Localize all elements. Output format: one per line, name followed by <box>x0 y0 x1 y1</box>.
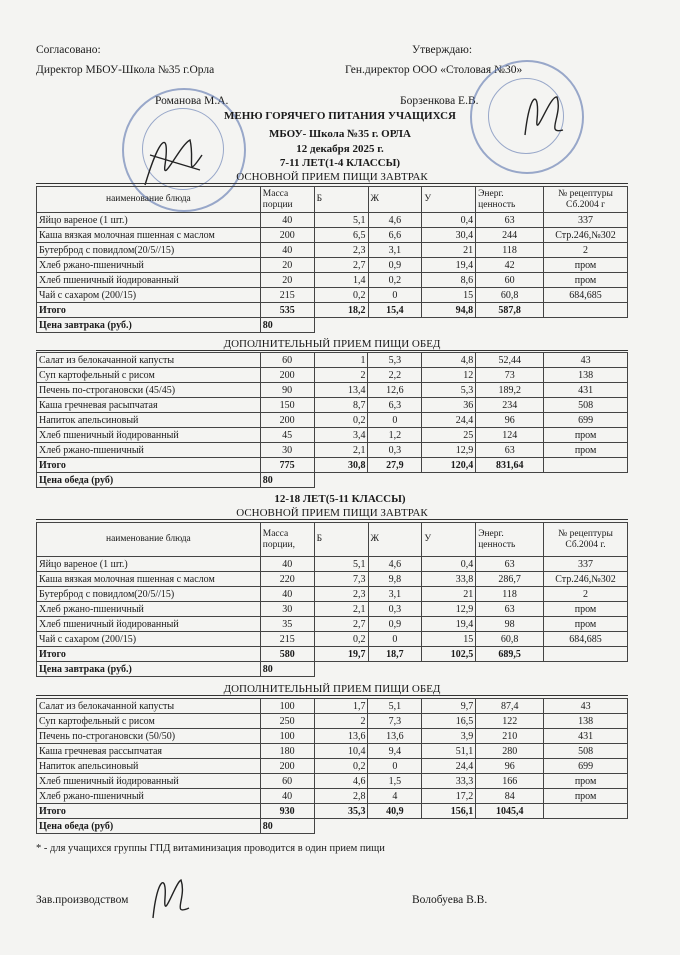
total-recipe-cell <box>544 458 628 473</box>
col-u: У <box>422 187 476 213</box>
price-row <box>37 473 628 488</box>
protein-cell: 0,2 <box>314 632 368 647</box>
energy-cell: 96 <box>476 759 544 774</box>
total-carbs-cell: 120,4 <box>422 458 476 473</box>
dish-name-cell: Хлеб пшеничный йодированный <box>37 273 261 288</box>
price-row-empty <box>314 819 627 834</box>
energy-cell: 118 <box>476 243 544 258</box>
carbs-cell: 15 <box>422 632 476 647</box>
protein-cell: 2 <box>314 714 368 729</box>
fat-cell: 4 <box>368 789 422 804</box>
total-dish-name-cell: Итого <box>37 804 261 819</box>
signature-footer <box>145 868 195 928</box>
total-dish-name-cell: Итого <box>37 647 261 662</box>
fat-cell: 5,3 <box>368 353 422 368</box>
total-mass-cell: 775 <box>260 458 314 473</box>
protein-cell: 2,8 <box>314 789 368 804</box>
carbs-cell: 33,8 <box>422 572 476 587</box>
table-row <box>37 288 628 303</box>
total-mass-cell: 580 <box>260 647 314 662</box>
energy-cell: 286,7 <box>476 572 544 587</box>
protein-cell: 2,7 <box>314 258 368 273</box>
protein-cell: 1,7 <box>314 699 368 714</box>
recipe-cell: 684,685 <box>544 632 628 647</box>
carbs-cell: 51,1 <box>422 744 476 759</box>
carbs-cell: 16,5 <box>422 714 476 729</box>
section-breakfast-1: ОСНОВНОЙ ПРИЕМ ПИЩИ ЗАВТРАК <box>36 171 628 184</box>
recipe-cell: 699 <box>544 759 628 774</box>
protein-cell: 2,3 <box>314 587 368 602</box>
table-row <box>37 587 628 602</box>
carbs-cell: 33,3 <box>422 774 476 789</box>
total-row <box>37 458 628 473</box>
energy-cell: 244 <box>476 228 544 243</box>
total-energy-cell: 831,64 <box>476 458 544 473</box>
fat-cell: 6,6 <box>368 228 422 243</box>
protein-cell: 5,1 <box>314 557 368 572</box>
protein-cell: 1 <box>314 353 368 368</box>
carbs-cell: 9,7 <box>422 699 476 714</box>
total-dish-name-cell: Итого <box>37 458 261 473</box>
mass-cell: 40 <box>260 557 314 572</box>
col-recipe: № рецептуры Сб.2004 г. <box>544 523 628 557</box>
fat-cell: 7,3 <box>368 714 422 729</box>
energy-cell: 60,8 <box>476 632 544 647</box>
col-zh: Ж <box>368 187 422 213</box>
dish-name-cell: Хлеб пшеничный йодированный <box>37 774 261 789</box>
price-label: Цена обеда (руб) <box>37 819 261 834</box>
total-recipe-cell <box>544 647 628 662</box>
carbs-cell: 25 <box>422 428 476 443</box>
col-zh: Ж <box>368 523 422 557</box>
energy-cell: 234 <box>476 398 544 413</box>
protein-cell: 0,2 <box>314 413 368 428</box>
recipe-cell: 508 <box>544 398 628 413</box>
recipe-cell: 337 <box>544 213 628 228</box>
footer-name: Волобуева В.В. <box>412 894 488 906</box>
recipe-cell: 508 <box>544 744 628 759</box>
recipe-cell: 43 <box>544 353 628 368</box>
total-recipe-cell <box>544 804 628 819</box>
director-left: Директор МБОУ-Школа №35 г.Орла <box>36 64 215 76</box>
protein-cell: 6,5 <box>314 228 368 243</box>
mass-cell: 200 <box>260 413 314 428</box>
fat-cell: 4,6 <box>368 213 422 228</box>
section-lunch-1: ДОПОЛНИТЕЛЬНЫЙ ПРИЕМ ПИЩИ ОБЕД <box>36 338 628 351</box>
dish-name-cell: Чай с сахаром (200/15) <box>37 632 261 647</box>
energy-cell: 87,4 <box>476 699 544 714</box>
total-fat-cell: 18,7 <box>368 647 422 662</box>
mass-cell: 100 <box>260 729 314 744</box>
dish-name-cell: Салат из белокачанной капусты <box>37 353 261 368</box>
protein-cell: 3,4 <box>314 428 368 443</box>
table-row <box>37 572 628 587</box>
dish-name-cell: Хлеб ржано-пшеничный <box>37 258 261 273</box>
name-left: Романова М.А. <box>155 95 229 107</box>
total-fat-cell: 40,9 <box>368 804 422 819</box>
carbs-cell: 12 <box>422 368 476 383</box>
total-mass-cell: 535 <box>260 303 314 318</box>
breakfast-table-2 <box>36 522 628 677</box>
age-group-2: 12-18 ЛЕТ(5-11 КЛАССЫ) <box>274 493 406 505</box>
price-row-empty <box>314 318 627 333</box>
price-row-empty <box>314 662 627 677</box>
dish-name-cell: Суп картофельный с рисом <box>37 368 261 383</box>
recipe-cell: 699 <box>544 413 628 428</box>
price-row <box>37 819 628 834</box>
total-mass-cell: 930 <box>260 804 314 819</box>
dish-name-cell: Напиток апельсиновый <box>37 759 261 774</box>
total-energy-cell: 587,8 <box>476 303 544 318</box>
price-label: Цена завтрака (руб.) <box>37 318 261 333</box>
mass-cell: 20 <box>260 273 314 288</box>
fat-cell: 5,1 <box>368 699 422 714</box>
dish-name-cell: Бутерброд с повидлом(20/5//15) <box>37 243 261 258</box>
breakfast-table-1 <box>36 186 628 333</box>
mass-cell: 60 <box>260 353 314 368</box>
fat-cell: 3,1 <box>368 243 422 258</box>
mass-cell: 150 <box>260 398 314 413</box>
lunch-table-2 <box>36 698 628 834</box>
price-value: 80 <box>260 318 314 333</box>
recipe-cell: 684,685 <box>544 288 628 303</box>
recipe-cell: пром <box>544 774 628 789</box>
footnote: * - для учащихся группы ГПД витаминизация проводится в один прием пищи <box>36 843 385 854</box>
protein-cell: 2,7 <box>314 617 368 632</box>
protein-cell: 4,6 <box>314 774 368 789</box>
carbs-cell: 12,9 <box>422 602 476 617</box>
director-right: Ген.директор ООО «Столовая №30» <box>345 64 523 76</box>
dish-name-cell: Хлеб пшеничный йодированный <box>37 617 261 632</box>
price-value: 80 <box>260 662 314 677</box>
fat-cell: 1,2 <box>368 428 422 443</box>
energy-cell: 52,44 <box>476 353 544 368</box>
carbs-cell: 19,4 <box>422 617 476 632</box>
price-label: Цена завтрака (руб.) <box>37 662 261 677</box>
protein-cell: 2 <box>314 368 368 383</box>
energy-cell: 280 <box>476 744 544 759</box>
total-protein-cell: 18,2 <box>314 303 368 318</box>
mass-cell: 215 <box>260 288 314 303</box>
price-value: 80 <box>260 473 314 488</box>
total-recipe-cell <box>544 303 628 318</box>
table-row <box>37 602 628 617</box>
mass-cell: 40 <box>260 587 314 602</box>
table-row <box>37 368 628 383</box>
dish-name-cell: Хлеб ржано-пшеничный <box>37 602 261 617</box>
total-energy-cell: 689,5 <box>476 647 544 662</box>
carbs-cell: 30,4 <box>422 228 476 243</box>
mass-cell: 180 <box>260 744 314 759</box>
mass-cell: 220 <box>260 572 314 587</box>
protein-cell: 5,1 <box>314 213 368 228</box>
table-row <box>37 617 628 632</box>
energy-cell: 42 <box>476 258 544 273</box>
energy-cell: 73 <box>476 368 544 383</box>
energy-cell: 96 <box>476 413 544 428</box>
mass-cell: 200 <box>260 759 314 774</box>
carbs-cell: 17,2 <box>422 789 476 804</box>
price-label: Цена обеда (руб) <box>37 473 261 488</box>
dish-name-cell: Чай с сахаром (200/15) <box>37 288 261 303</box>
mass-cell: 20 <box>260 258 314 273</box>
total-carbs-cell: 94,8 <box>422 303 476 318</box>
fat-cell: 13,6 <box>368 729 422 744</box>
table-row <box>37 413 628 428</box>
energy-cell: 63 <box>476 557 544 572</box>
lunch-table-1 <box>36 352 628 488</box>
age-group-1: 7-11 ЛЕТ(1-4 КЛАССЫ) <box>279 157 401 169</box>
dish-name-cell: Яйцо вареное (1 шт.) <box>37 557 261 572</box>
dish-name-cell: Печень по-строгановски (45/45) <box>37 383 261 398</box>
recipe-cell: Стр.246,№302 <box>544 228 628 243</box>
protein-cell: 1,4 <box>314 273 368 288</box>
col-energy: Энерг. ценность <box>476 187 544 213</box>
recipe-cell: 43 <box>544 699 628 714</box>
energy-cell: 118 <box>476 587 544 602</box>
carbs-cell: 24,4 <box>422 759 476 774</box>
recipe-cell: пром <box>544 789 628 804</box>
col-b: Б <box>314 523 368 557</box>
table-row <box>37 744 628 759</box>
fat-cell: 9,8 <box>368 572 422 587</box>
col-b: Б <box>314 187 368 213</box>
dish-name-cell: Каша гречневая расыпчатая <box>37 398 261 413</box>
dish-name-cell: Хлеб ржано-пшеничный <box>37 789 261 804</box>
carbs-cell: 36 <box>422 398 476 413</box>
energy-cell: 63 <box>476 443 544 458</box>
recipe-cell: 138 <box>544 714 628 729</box>
protein-cell: 2,1 <box>314 443 368 458</box>
recipe-cell: 431 <box>544 729 628 744</box>
recipe-cell: 2 <box>544 243 628 258</box>
energy-cell: 210 <box>476 729 544 744</box>
energy-cell: 122 <box>476 714 544 729</box>
carbs-cell: 4,8 <box>422 353 476 368</box>
table-row <box>37 729 628 744</box>
col-recipe: № рецептуры Сб.2004 г <box>544 187 628 213</box>
col-mass: Масса порции <box>260 187 314 213</box>
dish-name-cell: Салат из белокачанной капусты <box>37 699 261 714</box>
mass-cell: 200 <box>260 368 314 383</box>
name-right: Борзенкова Е.В. <box>400 95 479 107</box>
table-row <box>37 228 628 243</box>
fat-cell: 0 <box>368 288 422 303</box>
energy-cell: 84 <box>476 789 544 804</box>
mass-cell: 40 <box>260 213 314 228</box>
protein-cell: 0,2 <box>314 288 368 303</box>
total-fat-cell: 27,9 <box>368 458 422 473</box>
mass-cell: 90 <box>260 383 314 398</box>
dish-name-cell: Хлеб ржано-пшеничный <box>37 443 261 458</box>
table-row <box>37 759 628 774</box>
total-carbs-cell: 102,5 <box>422 647 476 662</box>
fat-cell: 4,6 <box>368 557 422 572</box>
menu-title: МЕНЮ ГОРЯЧЕГО ПИТАНИЯ УЧАЩИХСЯ <box>223 110 457 122</box>
footer-role: Зав.производством <box>36 894 129 906</box>
col-mass: Масса порции, <box>260 523 314 557</box>
total-row <box>37 303 628 318</box>
total-fat-cell: 15,4 <box>368 303 422 318</box>
fat-cell: 0,2 <box>368 273 422 288</box>
dish-name-cell: Бутерброд с повидлом(20/5//15) <box>37 587 261 602</box>
section-lunch-2: ДОПОЛНИТЕЛЬНЫЙ ПРИЕМ ПИЩИ ОБЕД <box>36 683 628 696</box>
fat-cell: 9,4 <box>368 744 422 759</box>
recipe-cell: пром <box>544 428 628 443</box>
mass-cell: 40 <box>260 243 314 258</box>
col-u: У <box>422 523 476 557</box>
carbs-cell: 15 <box>422 288 476 303</box>
approved-label-right: Утверждаю: <box>412 44 473 56</box>
dish-name-cell: Яйцо вареное (1 шт.) <box>37 213 261 228</box>
table-row <box>37 714 628 729</box>
school-title: МБОУ- Школа №35 г. ОРЛА <box>269 128 411 140</box>
total-protein-cell: 30,8 <box>314 458 368 473</box>
mass-cell: 45 <box>260 428 314 443</box>
menu-date: 12 декабря 2025 г. <box>296 143 384 155</box>
total-energy-cell: 1045,4 <box>476 804 544 819</box>
protein-cell: 13,4 <box>314 383 368 398</box>
carbs-cell: 19,4 <box>422 258 476 273</box>
recipe-cell: пром <box>544 258 628 273</box>
recipe-cell: 2 <box>544 587 628 602</box>
mass-cell: 40 <box>260 789 314 804</box>
table-row <box>37 258 628 273</box>
energy-cell: 166 <box>476 774 544 789</box>
mass-cell: 200 <box>260 228 314 243</box>
fat-cell: 3,1 <box>368 587 422 602</box>
carbs-cell: 5,3 <box>422 383 476 398</box>
table-row <box>37 428 628 443</box>
dish-name-cell: Печень по-строгановски (50/50) <box>37 729 261 744</box>
table-row <box>37 774 628 789</box>
table-row <box>37 699 628 714</box>
table-row <box>37 243 628 258</box>
energy-cell: 60 <box>476 273 544 288</box>
col-energy: Энерг. ценность <box>476 523 544 557</box>
mass-cell: 30 <box>260 443 314 458</box>
recipe-cell: Стр.246,№302 <box>544 572 628 587</box>
carbs-cell: 0,4 <box>422 213 476 228</box>
table-row <box>37 398 628 413</box>
recipe-cell: пром <box>544 602 628 617</box>
total-protein-cell: 35,3 <box>314 804 368 819</box>
recipe-cell: 431 <box>544 383 628 398</box>
table-row <box>37 443 628 458</box>
total-protein-cell: 19,7 <box>314 647 368 662</box>
carbs-cell: 21 <box>422 587 476 602</box>
protein-cell: 10,4 <box>314 744 368 759</box>
dish-name-cell: Суп картофельный с рисом <box>37 714 261 729</box>
carbs-cell: 0,4 <box>422 557 476 572</box>
carbs-cell: 21 <box>422 243 476 258</box>
table-row <box>37 353 628 368</box>
protein-cell: 8,7 <box>314 398 368 413</box>
protein-cell: 2,1 <box>314 602 368 617</box>
section-breakfast-2: ОСНОВНОЙ ПРИЕМ ПИЩИ ЗАВТРАК <box>36 507 628 520</box>
recipe-cell: пром <box>544 443 628 458</box>
energy-cell: 189,2 <box>476 383 544 398</box>
price-row-empty <box>314 473 627 488</box>
approved-label-left: Согласовано: <box>36 44 101 56</box>
energy-cell: 98 <box>476 617 544 632</box>
fat-cell: 0 <box>368 632 422 647</box>
mass-cell: 215 <box>260 632 314 647</box>
table-row <box>37 789 628 804</box>
mass-cell: 250 <box>260 714 314 729</box>
protein-cell: 7,3 <box>314 572 368 587</box>
table-row <box>37 213 628 228</box>
price-row <box>37 318 628 333</box>
fat-cell: 6,3 <box>368 398 422 413</box>
col-name: наименование блюда <box>37 187 261 213</box>
fat-cell: 0,9 <box>368 617 422 632</box>
energy-cell: 60,8 <box>476 288 544 303</box>
table-row <box>37 632 628 647</box>
fat-cell: 2,2 <box>368 368 422 383</box>
energy-cell: 63 <box>476 213 544 228</box>
table-row <box>37 383 628 398</box>
recipe-cell: 138 <box>544 368 628 383</box>
fat-cell: 0,3 <box>368 443 422 458</box>
mass-cell: 30 <box>260 602 314 617</box>
dish-name-cell: Каша вязкая молочная пшенная с маслом <box>37 572 261 587</box>
dish-name-cell: Напиток апельсиновый <box>37 413 261 428</box>
protein-cell: 0,2 <box>314 759 368 774</box>
table-row <box>37 557 628 572</box>
total-dish-name-cell: Итого <box>37 303 261 318</box>
dish-name-cell: Каша вязкая молочная пшенная с маслом <box>37 228 261 243</box>
fat-cell: 0,9 <box>368 258 422 273</box>
fat-cell: 0 <box>368 413 422 428</box>
energy-cell: 63 <box>476 602 544 617</box>
mass-cell: 35 <box>260 617 314 632</box>
protein-cell: 2,3 <box>314 243 368 258</box>
dish-name-cell: Хлеб пшеничный йодированный <box>37 428 261 443</box>
protein-cell: 13,6 <box>314 729 368 744</box>
recipe-cell: 337 <box>544 557 628 572</box>
recipe-cell: пром <box>544 273 628 288</box>
energy-cell: 124 <box>476 428 544 443</box>
carbs-cell: 12,9 <box>422 443 476 458</box>
price-row <box>37 662 628 677</box>
col-name: наименование блюда <box>37 523 261 557</box>
fat-cell: 12,6 <box>368 383 422 398</box>
mass-cell: 100 <box>260 699 314 714</box>
recipe-cell: пром <box>544 617 628 632</box>
dish-name-cell: Каша гречневая рассыпчатая <box>37 744 261 759</box>
carbs-cell: 3,9 <box>422 729 476 744</box>
mass-cell: 60 <box>260 774 314 789</box>
total-row <box>37 804 628 819</box>
fat-cell: 0,3 <box>368 602 422 617</box>
carbs-cell: 8,6 <box>422 273 476 288</box>
table-row <box>37 273 628 288</box>
total-carbs-cell: 156,1 <box>422 804 476 819</box>
total-row <box>37 647 628 662</box>
fat-cell: 1,5 <box>368 774 422 789</box>
fat-cell: 0 <box>368 759 422 774</box>
carbs-cell: 24,4 <box>422 413 476 428</box>
price-value: 80 <box>260 819 314 834</box>
